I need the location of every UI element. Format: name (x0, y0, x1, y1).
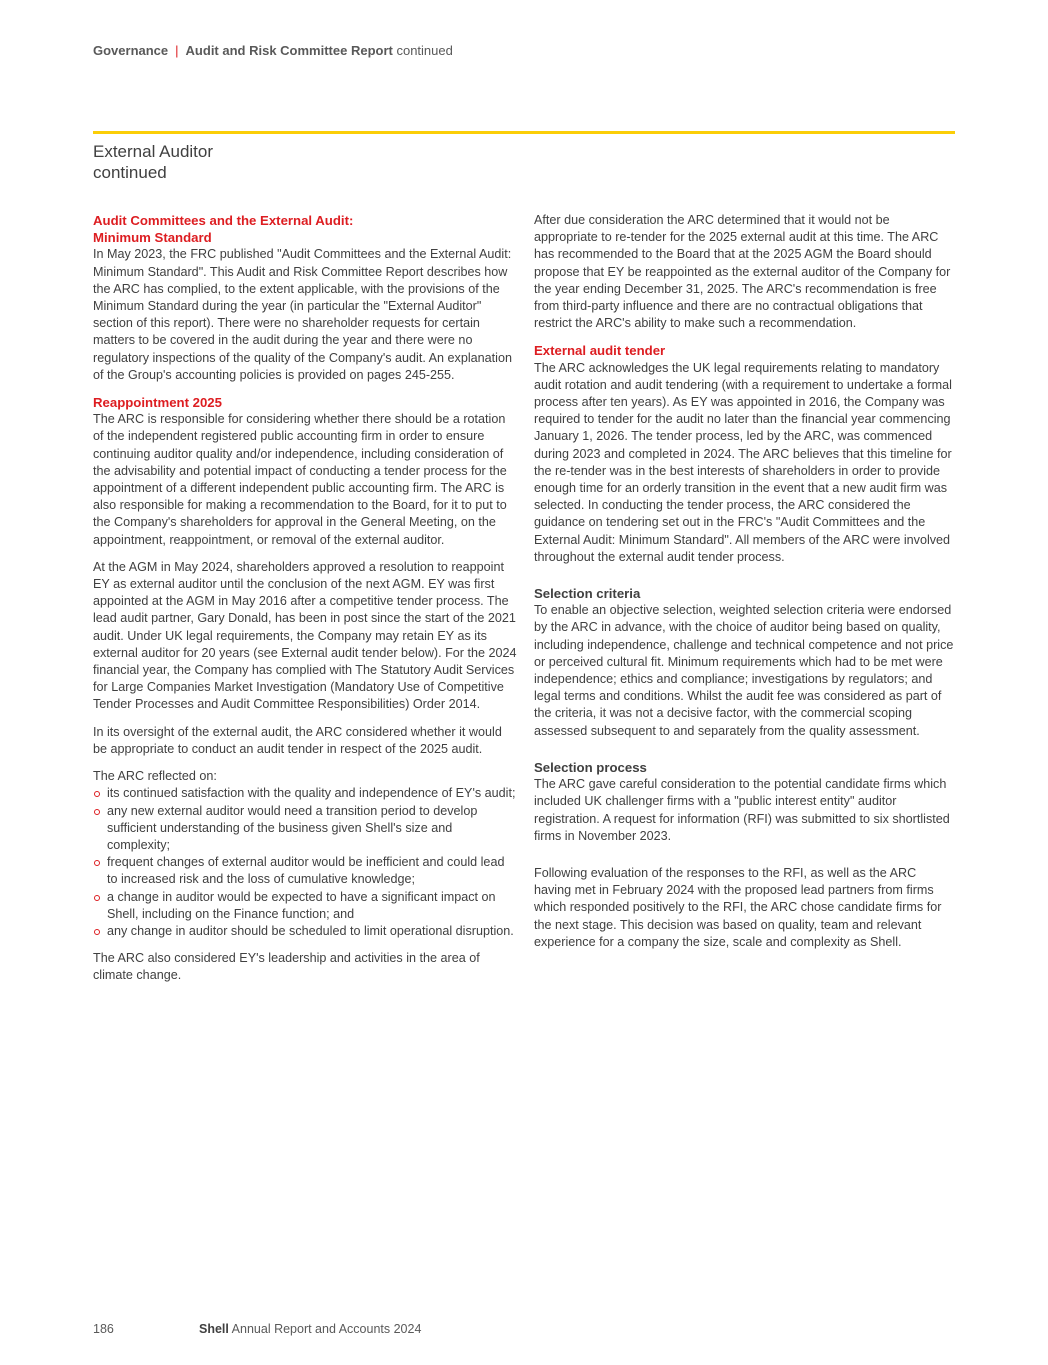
left-column (93, 212, 517, 995)
section-subtitle: continued (93, 163, 167, 182)
heading-reappointment: Reappointment 2025 (93, 395, 222, 411)
section-heading (93, 141, 213, 183)
header-continued: continued (396, 43, 453, 58)
brand-name: Shell (199, 1322, 229, 1336)
paragraph-selection-process-1: The ARC gave careful consideration to the potential candidate firms which included UK challenger firms with a "public interest entity" auditor registration. A request for information (RFI) was submitted to six shortlisted firms in November 2023. (534, 777, 950, 843)
paragraph-reappointment-2: At the AGM in May 2024, shareholders approved a resolution to reappoint EY as external auditor until the conclusion of the next AGM. EY was first appointed at the AGM in May 2016 after a competitive tender process. The lead audit partner, Gary Donald, has been in post since the start of the 2021 audit. Under UK legal requirements, the Company may retain EY as its external auditor for 20 years (see External audit tender below). For the 2024 financial year, the Company has complied with The Statutory Audit Services for Large Companies Market Investigation (Mandatory Use of Competitive Tender Processes and Audit Committee Responsibilities) Order 2014. (93, 559, 517, 712)
paragraph-determination: After due consideration the ARC determined that it would not be appropriate to re-tender for the 2025 external audit at this time. The ARC has recommended to the Board that at the 2025 AGM the Board should propose that EY be reappointed as the external auditor of the Company for the year ending December 31, 2025. The ARC's recommendation is free from third-party influence and there are no contractual obligations that restrict the ARC's ability to make such a recommendation. (534, 213, 951, 331)
publication-footer (199, 1322, 421, 1336)
heading-minimum-standard-line1: Audit Committees and the External Audit: (93, 213, 354, 228)
section-divider (93, 131, 955, 134)
paragraph-minimum-standard: In May 2023, the FRC published "Audit Committees and the External Audit: Minimum Standard". This Audit and Risk Committee Report describes how the ARC has complied, to the extent applicable, with the provisions of the Minimum Standard during the year (in particular the "External Auditor" section of this report). There were no shareholder requests for certain matters to be covered in the audit during the year and there were no regulatory inspections of the quality of the Company's audit. An explanation of the Group's accounting policies is provided on pages 245-255. (93, 247, 512, 382)
heading-minimum-standard-line2: Minimum Standard (93, 230, 212, 246)
paragraph-selection-process-2: Following evaluation of the responses to the RFI, as well as the ARC having met in February 2024 with the proposed lead partners from firms which responded positively to the RFI, the ARC chose candidate firms for the next stage. This decision was based on quality, team and relevant experience for a company the size, scale and complexity as Shell. (534, 865, 942, 949)
reflection-list (93, 785, 517, 940)
section-title: External Auditor (93, 142, 214, 161)
list-item: a change in auditor would be expected to have a significant impact on Shell, including on the Finance function; and (93, 889, 517, 923)
heading-selection-process: Selection process (534, 759, 647, 775)
paragraph-reappointment-1: The ARC is responsible for considering whether there should be a rotation of the independent registered public accounting firm in order to ensure continuing auditor quality and/or independence, including consideration of the advisability and potential impact of conducting a tender process for the appointment of a different independent public accounting firm. The ARC is also responsible for making a recommendation to the Board, for it to put to the Company's shareholders for approval in the General Meeting, on the appointment, reappointment, or removal of the external auditor. (93, 412, 507, 547)
list-item: any new external auditor would need a transition period to develop sufficient understanding of the business given Shell's size and complexity; (93, 803, 517, 855)
right-column (534, 212, 956, 961)
paragraph-tender: The ARC acknowledges the UK legal requirements relating to mandatory audit rotation and audit tendering (with a requirement to undertake a formal process after ten years). As EY was appointed in 2016, the Company was required to tender for the audit no later than the financial year commencing January 1, 2026. The tender process, led by the ARC, was commenced during 2023 and completed in 2024. The ARC believes that this timeline for the re-tender was in the best interests of shareholders in order to provide enough time for an orderly transition in the event that a new audit firm was selected. In conducting the tender process, the ARC considered the guidance on tendering set out in the FRC's "Audit Committees and the External Audit: Minimum Standard". All members of the ARC were involved throughout the external audit tender process. (534, 360, 952, 564)
list-item: any change in auditor should be scheduled to limit operational disruption. (93, 923, 517, 940)
running-header (93, 43, 453, 58)
list-item: frequent changes of external auditor would be inefficient and could lead to increased risk and the loss of cumulative knowledge; (93, 854, 517, 888)
paragraph-selection-criteria: To enable an objective selection, weighted selection criteria were endorsed by the ARC in advance, with the choice of auditor being based on quality, including independence, challenge and technical competence and not price or perceived cultural fit. Minimum requirements which had to be met were independence; ethics and compliance; investigations by regulators; and legal terms and conditions. Whilst the audit fee was considered as part of the criteria, it was not a decisive factor, with the commercial scoping assessed subsequent to and separately from the quality assessment. (534, 603, 954, 738)
header-separator: | (175, 43, 179, 58)
page-number: 186 (93, 1322, 114, 1336)
heading-external-audit-tender: External audit tender (534, 343, 666, 359)
header-section: Governance (93, 43, 169, 58)
header-report-title: Audit and Risk Committee Report (185, 43, 393, 58)
paragraph-climate: The ARC also considered EY's leadership and activities in the area of climate change. (93, 951, 480, 983)
publication-title: Annual Report and Accounts 2024 (231, 1322, 422, 1336)
heading-selection-criteria: Selection criteria (534, 586, 641, 602)
list-item: its continued satisfaction with the quality and independence of EY's audit; (93, 785, 517, 802)
paragraph-oversight: In its oversight of the external audit, the ARC considered whether it would be appropriate to conduct an audit tender in respect of the 2025 audit. (93, 724, 502, 756)
paragraph-reflected-on: The ARC reflected on: (93, 769, 217, 784)
